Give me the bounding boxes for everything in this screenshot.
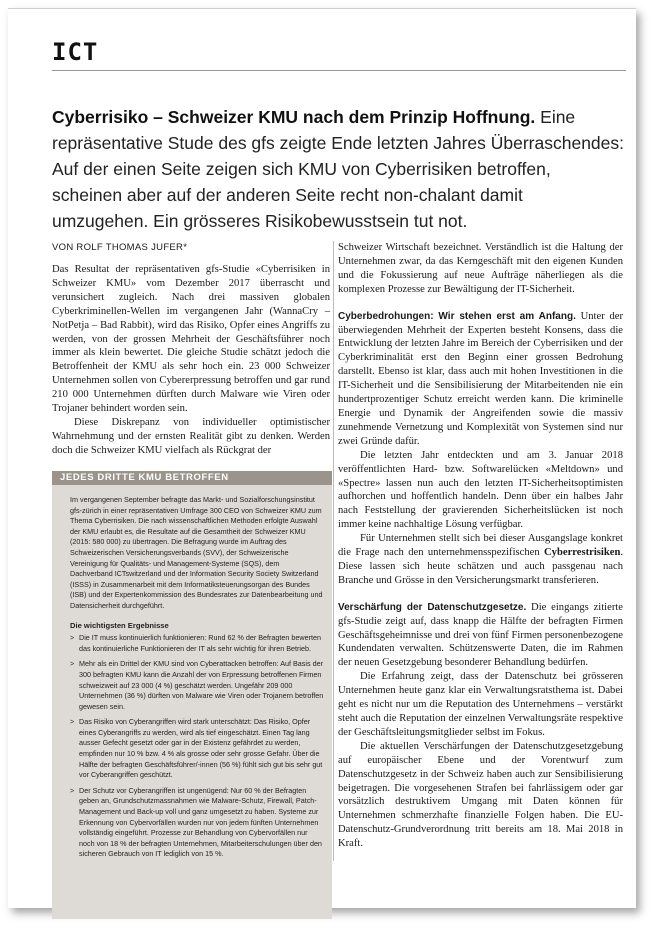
section-cyberbedrohungen [338, 310, 623, 449]
body-paragraph: Die letzten Jahr entdeckten und am 3. Januar 2018 veröffentlichten Hard- bzw. Softwarelücken «Meltdown» und «Spectre» lassen nun auch den letzten IT-Sicherheitsoptimisten aufhorchen und hoffentlich handeln. Denn über ein halbes Jahr nach Feststellung der gravierenden Sicherheitslücken ist noch immer keine nachhaltige Lösung verfügbar. [338, 449, 623, 531]
list-item [70, 659, 324, 712]
body-text: Die eingangs zitierte gfs-Studie zeigt auf, dass knapp die Hälfte der befragten Firmen Geschäftsgeheimnisse und drei von fünf Firmen personenbezogene Kundendaten verwalten. Schützenswerte Daten, die im Rahmen der neuen Gesetzgebung besonderer Behandlung bedürfen. [338, 601, 623, 669]
top-rule [8, 8, 636, 9]
author-byline: VON ROLF THOMAS JUFER* [52, 242, 188, 253]
result-text: Die IT muss kontinuierlich funktionieren: Rund 62 % der Befragten bewerten das kontinuierliche Funktionieren der IT als sehr wichtig für ihren Betrieb. [79, 633, 321, 653]
result-text: Der Schutz vor Cyberangriffen ist ungenügend: Nur 60 % der Befragten geben an, Grundschutzmassnahmen wie Malware-Schutz, Firewall, Patch-Management und Back-up voll und ganz umgesetzt zu haben. Systeme zur Erkennung von Cybervorfällen wurden nur von jedem fünften Unternehmen vollständig eingeführt. Prozesse zur Behandlung von Cybervorfällen nur noch von 18 % der befragten Unternehmen, Mitarbeiterschulungen über den sicheren Gebrauch von IT lediglich von 15 %. [79, 785, 322, 859]
sidebar-box [52, 471, 332, 919]
body-paragraph [338, 532, 623, 588]
section-datenschutz [338, 601, 623, 671]
headline-title: Cyberrisiko – Schweizer KMU nach dem Prinzip Hoffnung. [52, 107, 536, 127]
bullet-icon: > [70, 785, 75, 795]
sidebar-box-body [70, 495, 324, 865]
body-text: Unter der überwiegenden Mehrheit der Experten besteht Konsens, dass die Entwicklung der letzten Jahre im Bereich der Cyberrisiken und der Cyberkriminalität erst den Beginn einer grossen Bedrohung darstellt. Ebenso ist klar, dass auch mit hohen Investitionen in die IT-Sicherheit und die Sensibilisierung der Mitarbeitenden nie ein hundertprozentiger Schutz erreicht werden kann. Die kriminelle Energie und Dynamik der Angreifenden sowie die massiv zunehmende Vernetzung und Komplexität von Systemen sind nur zwei Gründe dafür. [338, 310, 624, 447]
magazine-page [8, 8, 636, 908]
sidebar-intro: Im vergangenen September befragte das Markt- und Sozialforschungsinstitut gfs-zürich in einer repräsentativen Umfrage 300 CEO von Schweizer KMU zum Thema Cyberrisiken. Die nach wissenschaftlichen Methoden erfolgte Auswahl der KMU erlaubt es, die Resultate auf die Gesamtheit der Schweizer KMU (2015: 580 000) zu übertragen. Die Befragung wurde im Auftrag des Schweizerischen Versicherungsverbands (SVV), der Schweizerische Vereinigung für Qualitäts- und Management-Systeme (SQS), dem Dachverband ICTswitzerland und der Information Security Society Switzerland (ISSS) in Zusammenarbeit mit dem Informatiksteuerungsorgan des Bundes (ISB) und der Expertenkommission des Bundesrates zur Datenbearbeitung und Datensicherheit durchgeführt. [70, 495, 323, 610]
section-heading: Cyberbedrohungen: Wir stehen erst am Anfang. [338, 310, 576, 322]
bullet-icon: > [70, 633, 75, 643]
list-item [70, 633, 324, 654]
body-text: Für Unternehmen stellt sich bei dieser Ausgangslage konkret die Frage nach den unternehmensspezifischen [338, 533, 623, 559]
result-text: Mehr als ein Drittel der KMU sind von Cyberattacken betroffen: Auf Basis der 300 befragten KMU kann die Anzahl der von Erpressung betroffenen Firmen schweizweit auf 23 000 (4 %) geschätzt werden. Ungefähr 209 000 Unternehmen (36 %) dürften von Malware wie Viren oder Trojanern betroffen gewesen sein. [79, 659, 324, 711]
column-divider [333, 241, 334, 861]
body-paragraph: Das Resultat der repräsentativen gfs-Studie «Cyberrisiken in Schweizer KMU» vom Dezember 2017 überrascht und verunsichert zugleich. Nach drei massiven globalen Cyberkriminellen-Wellen im vergangenen Jahr (WannaCry – NotPetja – Bad Rabbit), wird das Risiko, Opfer eines Angriffs zu werden, von der grossen Mehrheit der Geschäftsführer noch immer als klein bewertet. Die gleiche Studie schätzt jedoch die Betroffenheit der KMU als sehr hoch ein. 23 000 Schweizer Unternehmen sollen von Cybererpressung betroffen und gar rund 210 000 Unternehmen dürften durch Malware wie Viren oder Trojaner behindert worden sein. [52, 264, 330, 415]
sidebar-box-header [52, 471, 332, 485]
body-paragraph: Die Erfahrung zeigt, dass der Datenschutz bei grösseren Unternehmen heute ganz klar ein Verwaltungsratsthema ist. Dabei geht es nicht nur um die Reputation des Unternehmens – verstärkt steht auch die Reputation der einzelnen Verwaltungsräte respektive der Geschäftsleitungsmitglieder selbst im Fokus. [338, 671, 623, 738]
emphasis-text: Cyberrestrisiken [544, 547, 621, 559]
bullet-icon: > [70, 659, 75, 669]
sidebar-subheading: Die wichtigsten Ergebnisse [70, 620, 169, 630]
list-item [70, 786, 324, 860]
section-divider [52, 70, 626, 71]
sidebar-box-title: JEDES DRITTE KMU BETROFFEN [60, 472, 229, 483]
result-text: Das Risiko von Cyberangriffen wird stark unterschätzt: Das Risiko, Opfer eines Cyberangriffs zu werden, wird als tief eingeschätzt. Einen Tag lang ausser Gefecht gesetzt oder gar in der Existenz gefährdet zu werden, empfinden nur 10 % bzw. 4 % als grosse oder sehr grosse Gefahr. Über die Hälfte der befragten Geschäftsführer/-innen (56 %) fühlt sich gut bis sehr gut vor Cyberangriffen geschützt. [79, 717, 323, 780]
results-list [70, 633, 324, 860]
headline [52, 104, 624, 234]
body-paragraph: Schweizer Wirtschaft bezeichnet. Verständlich ist die Haltung der Unternehmen zwar, da das Kerngeschäft mit den eigenen Kunden und die Fokussierung auf neue Aufträge näherliegen als die komplexen Prozesse zur Bewältigung der IT-Sicherheit. [338, 242, 623, 295]
headline-deck: Eine repräsentative Stude des gfs zeigte Ende letzten Jahres Überraschendes: Auf der einen Seite zeigen sich KMU von Cyberrisiken betroffen, scheinen aber auf der anderen Seite recht non-chalant damit umzugehen. Ein grösseres Risikobewusstsein tut not. [52, 107, 625, 231]
list-item [70, 717, 324, 781]
right-column [338, 241, 623, 851]
left-column [52, 263, 330, 458]
body-text: . Diese lassen sich heute schätzen und auch passgenau nach Branche und Grösse in den Versicherungsmarkt transferieren. [338, 547, 623, 586]
section-heading: Verschärfung der Datenschutzgesetze. [338, 601, 527, 613]
bullet-icon: > [70, 717, 75, 727]
section-tag: ICT [52, 38, 99, 66]
body-paragraph: Die aktuellen Verschärfungen der Datenschutzgesetzgebung auf europäischer Ebene und der Vorentwurf zum Datenschutzgesetz in der Schweiz haben auch zur Sensibilisierung beigetragen. Die vorgesehenen Strafen bei fahrlässigem oder gar vorsätzlich destruktivem Umgang mit Daten können für Unternehmen schmerzhafte finanzielle Folgen haben. Die EU-Datenschutz-Grundverordnung tritt bereits am 18. Mai 2018 in Kraft. [338, 740, 623, 850]
body-paragraph: Diese Diskrepanz von individueller optimistischer Wahrnehmung und der ernsten Realität gibt zu denken. Werden doch die Schweizer KMU vielfach als Rückgrat der [52, 416, 330, 456]
